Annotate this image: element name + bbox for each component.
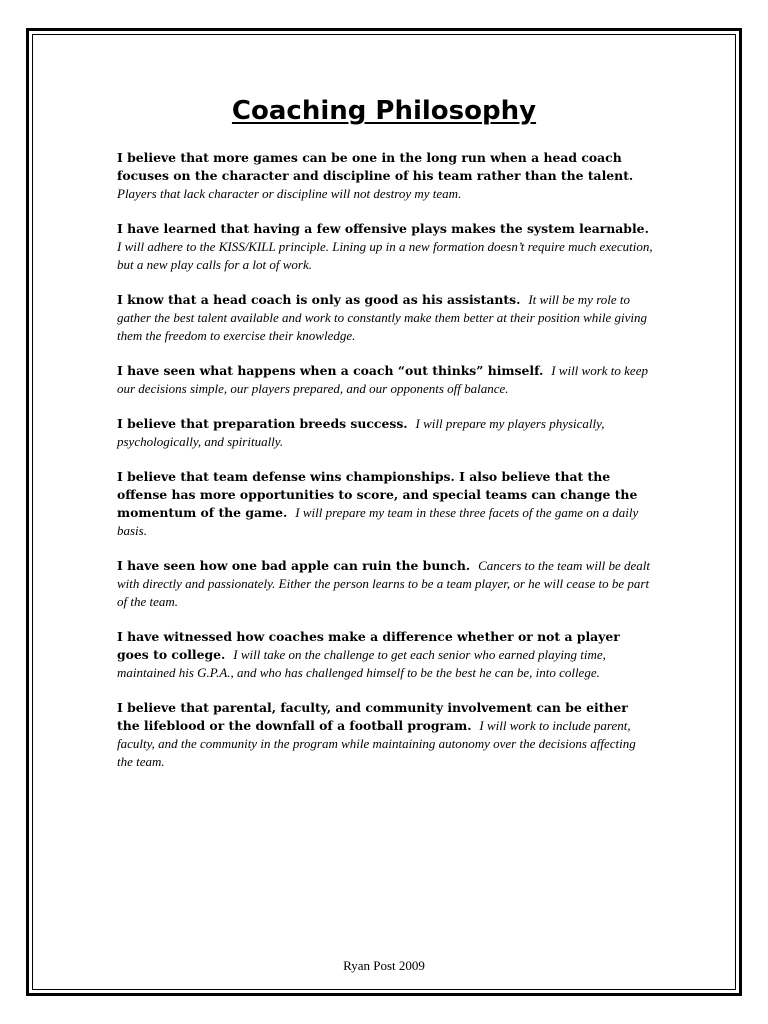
paragraph-statement: I have learned that having a few offensive plays makes the system learnable.	[117, 221, 649, 236]
paragraph-statement: I believe that parental, faculty, and community involvement can be either the lifeblood or the downfall of a football program.	[117, 700, 628, 733]
paragraph-college	[117, 628, 653, 682]
paragraph-statement: I have witnessed how coaches make a difference whether or not a player goes to college.	[117, 629, 620, 662]
document-body	[117, 149, 653, 788]
paragraph-commitment: I will prepare my team in these three facets of the game on a daily basis.	[117, 505, 639, 538]
paragraph-statement: I have seen how one bad apple can ruin the bunch.	[117, 558, 471, 573]
paragraph-commitment: I will work to include parent, faculty, and the community in the program while maintaining autonomy over the decisions affecting the team.	[117, 718, 636, 769]
paragraph-commitment: I will prepare my players physically, psychologically, and spiritually.	[117, 416, 605, 449]
paragraph-commitment: I will take on the challenge to get each senior who earned playing time, maintained his G.P.A., and who has challenged himself to be the best he can be, into college.	[117, 647, 606, 680]
paragraph-simplicity	[117, 362, 653, 398]
paragraph-statement: I know that a head coach is only as good as his assistants.	[117, 292, 521, 307]
paragraph-commitment: Players that lack character or discipline will not destroy my team.	[117, 186, 462, 201]
paragraph-community	[117, 699, 653, 771]
paragraph-statement: I have seen what happens when a coach “out thinks” himself.	[117, 363, 544, 378]
document-footer: Ryan Post 2009	[343, 958, 425, 973]
paragraph-bad-apple	[117, 557, 653, 611]
document-title: Coaching Philosophy	[231, 96, 537, 126]
paragraph-statement: I believe that preparation breeds success.	[117, 416, 408, 431]
paragraph-preparation	[117, 415, 653, 451]
paragraph-offense-plays	[117, 220, 653, 274]
paragraph-statement: I believe that more games can be one in the long run when a head coach focuses on the character and discipline of his team rather than the talent.	[117, 150, 634, 183]
paragraph-commitment: I will adhere to the KISS/KILL principle. Lining up in a new formation doesn’t require much execution, but a new play calls for a lot of work.	[117, 239, 653, 272]
paragraph-statement: I believe that team defense wins championships. I also believe that the offense has more opportunities to score, and special teams can change the momentum of the game.	[117, 469, 638, 520]
paragraph-assistants	[117, 291, 653, 345]
paragraph-character	[117, 149, 653, 203]
paragraph-commitment: Cancers to the team will be dealt with directly and passionately. Either the person learns to be a team player, or he will cease to be part of the team.	[117, 558, 650, 609]
paragraph-commitment: I will work to keep our decisions simple, our players prepared, and our opponents off balance.	[117, 363, 648, 396]
paragraph-defense	[117, 468, 653, 540]
paragraph-commitment: It will be my role to gather the best talent available and work to constantly make them better at their position while giving them the freedom to exercise their knowledge.	[117, 292, 648, 343]
